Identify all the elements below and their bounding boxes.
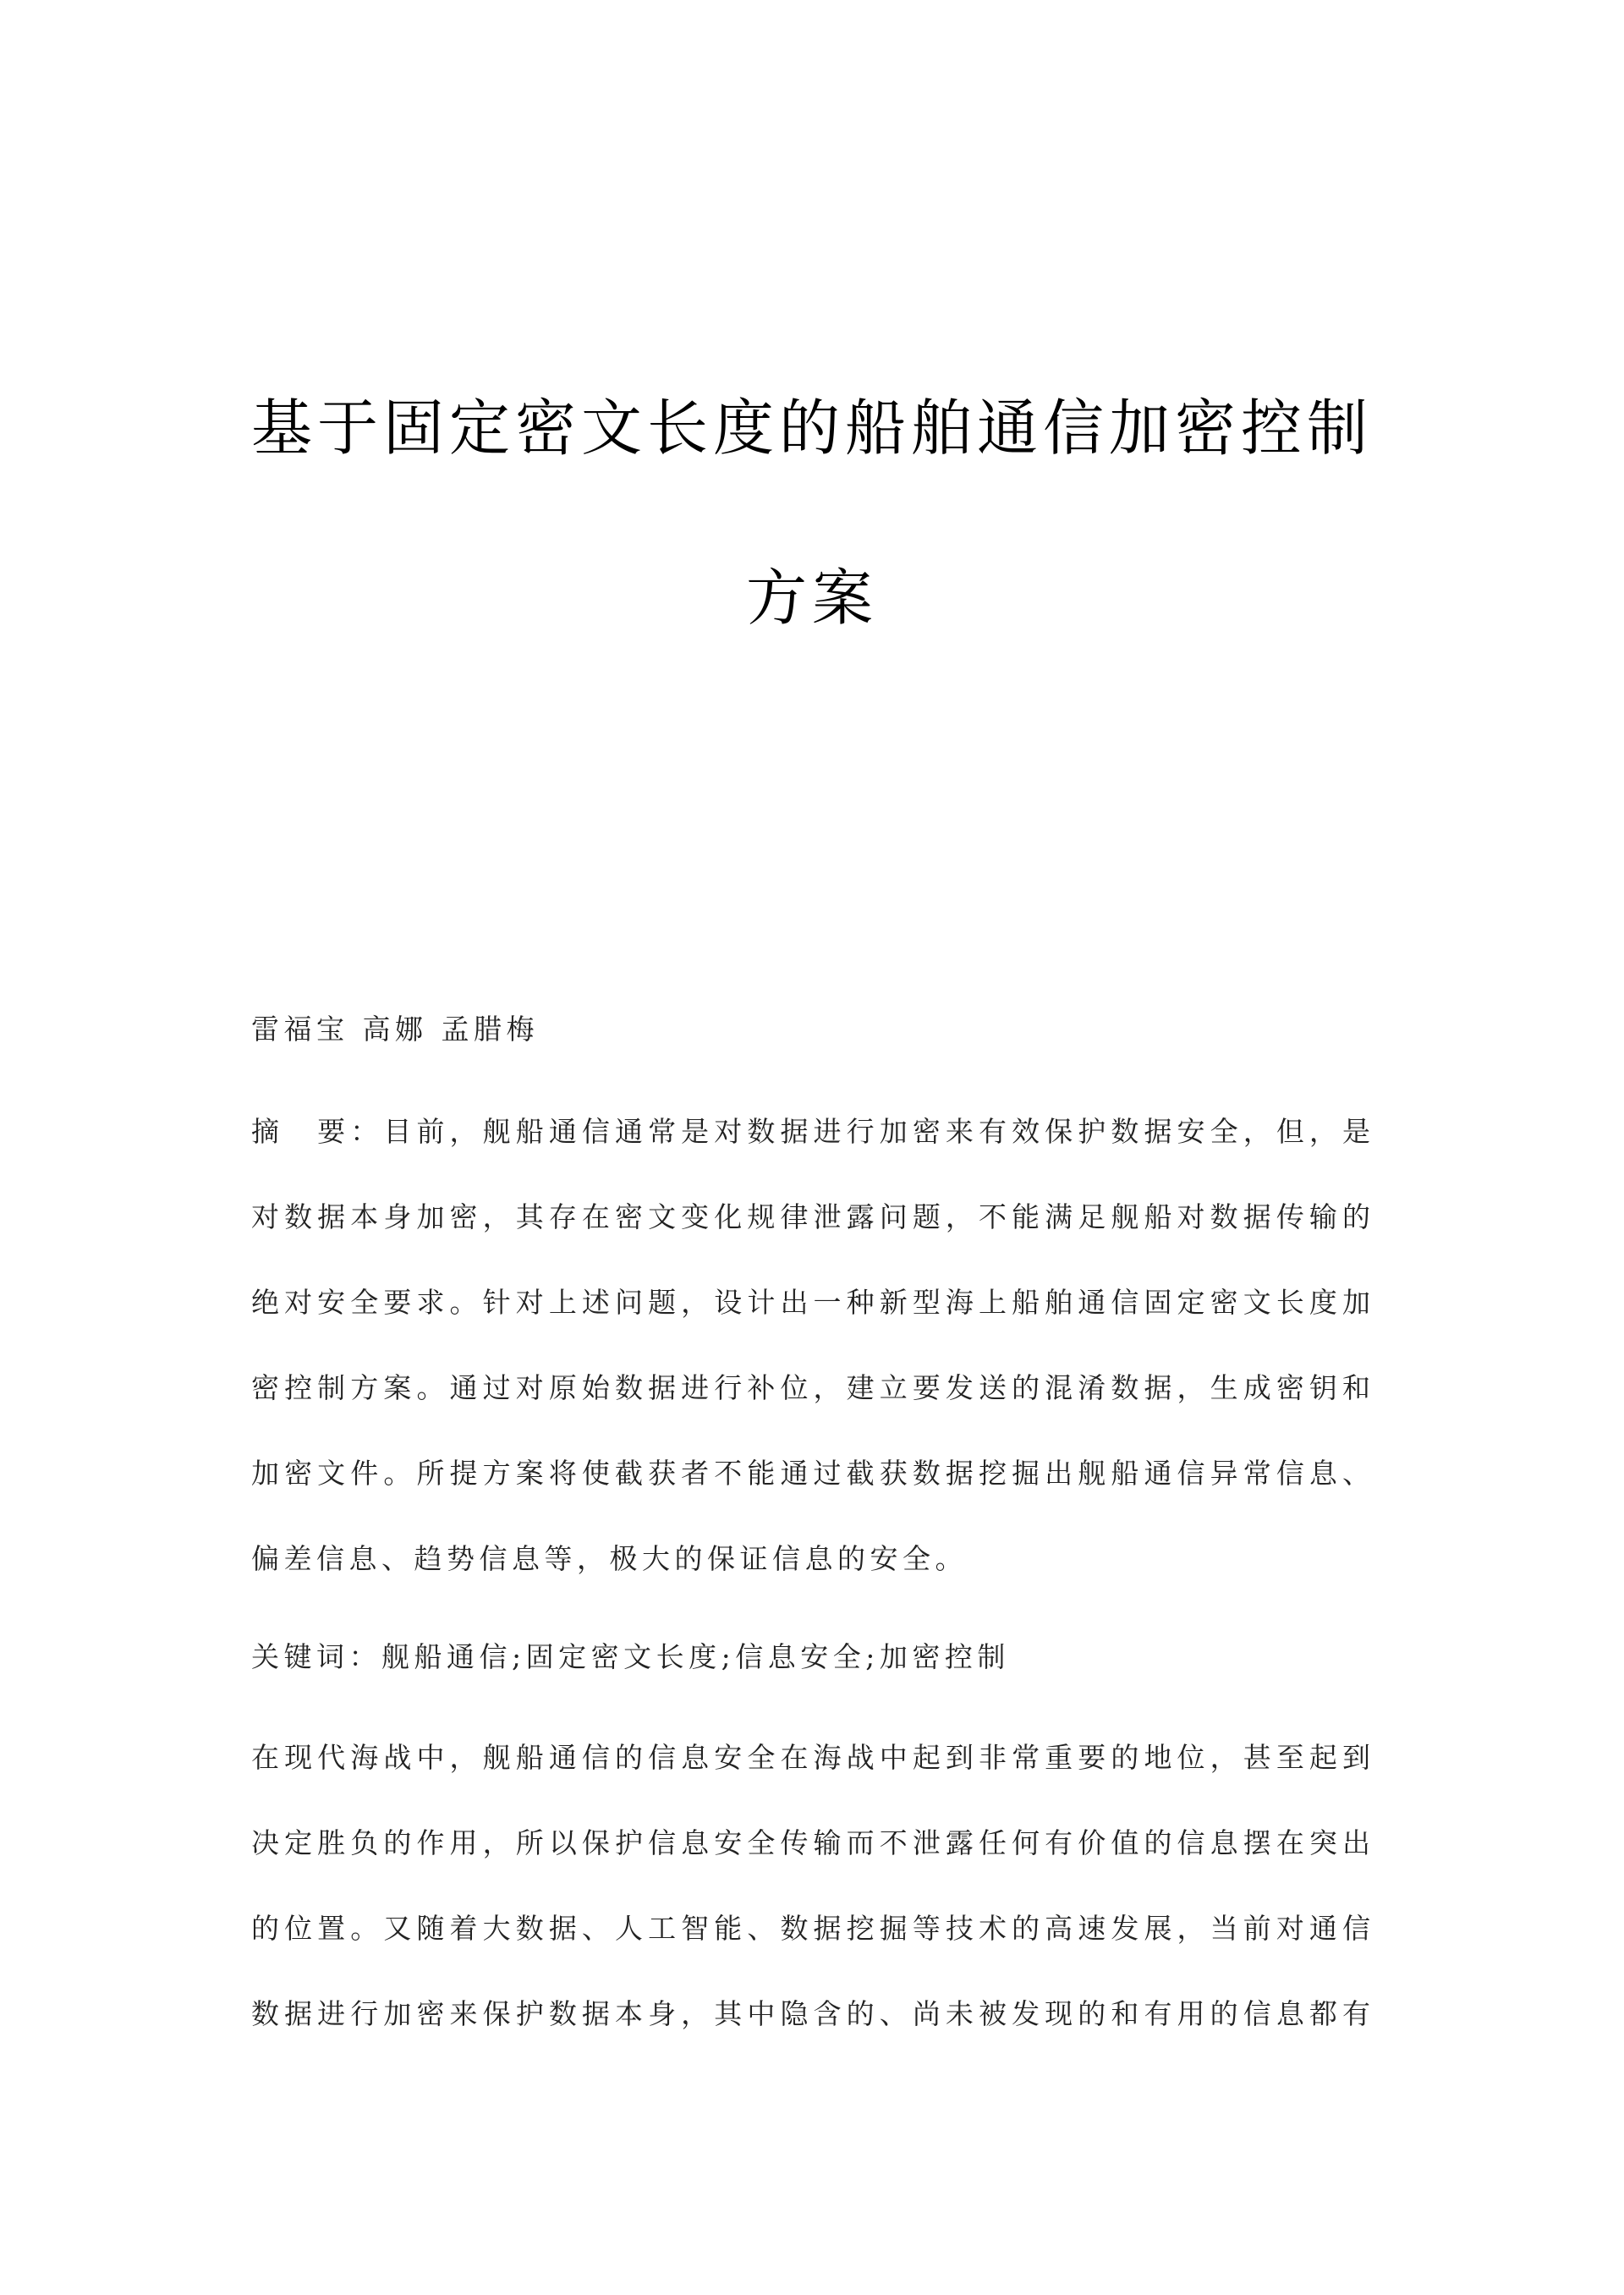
keywords [251, 1614, 1370, 1699]
abstract-line: 对数据本身加密，其存在密文变化规律泄露问题，不能满足舰船对数据传输的 [251, 1200, 1370, 1233]
abstract-line: 偏差信息、趋势信息等，极大的保证信息的安全。 [251, 1542, 968, 1575]
abstract-line: 摘 要：目前，舰船通信通常是对数据进行加密来有效保护数据安全，但，是 [251, 1115, 1370, 1148]
abstract [251, 1089, 1370, 1601]
body-line: 数据进行加密来保护数据本身，其中隐含的、尚未被发现的和有用的信息都有 [251, 1997, 1370, 2030]
abstract-line: 密控制方案。通过对原始数据进行补位，建立要发送的混淆数据，生成密钥和 [251, 1371, 1370, 1404]
title-line: 基于固定密文长度的船舶通信加密控制 [251, 393, 1374, 464]
body-paragraph [251, 1715, 1370, 2056]
keywords-line: 关键词：舰船通信;固定密文长度;信息安全;加密控制 [251, 1640, 1010, 1673]
abstract-line: 加密文件。所提方案将使截获者不能通过截获数据挖掘出舰船通信异常信息、 [251, 1457, 1370, 1490]
body-line: 在现代海战中，舰船通信的信息安全在海战中起到非常重要的地位，甚至起到 [251, 1741, 1370, 1774]
document-title [251, 343, 1373, 684]
abstract-line: 绝对安全要求。针对上述问题，设计出一种新型海上船舶通信固定密文长度加 [251, 1286, 1370, 1319]
body-line: 决定胜负的作用，所以保护信息安全传输而不泄露任何有价值的信息摆在突出 [251, 1826, 1370, 1859]
body-line: 的位置。又随着大数据、人工智能、数据挖掘等技术的高速发展，当前对通信 [251, 1912, 1370, 1945]
title-line: 方案 [745, 563, 878, 634]
authors-line: 雷福宝 高娜 孟腊梅 [251, 1013, 539, 1046]
authors [251, 986, 1370, 1072]
